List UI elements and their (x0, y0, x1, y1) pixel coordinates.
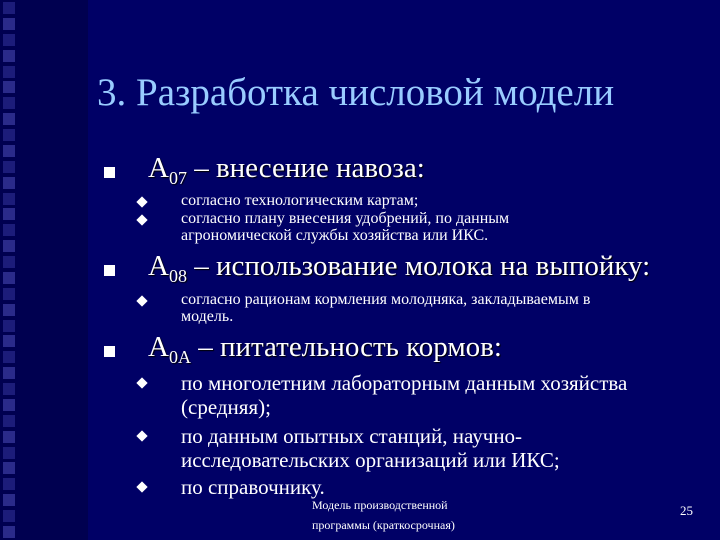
decorative-square (3, 431, 15, 443)
decorative-square (3, 462, 15, 474)
decorative-square (3, 399, 15, 411)
item-symbol: A (148, 250, 169, 282)
decorative-square (3, 304, 15, 316)
subitem-line: по многолетним лабораторным данным хозяйства (181, 371, 628, 395)
diamond-bullet-icon (136, 481, 147, 492)
square-bullet-icon (104, 346, 115, 357)
slide-title: 3. Разработка числовой модели (97, 71, 615, 114)
subitem-line: по данным опытных станций, научно- (181, 424, 523, 448)
subitem-a07-1: согласно технологическим картам; (181, 192, 419, 209)
subitem-line: (средняя); (181, 395, 271, 419)
subitem-a08-1 (181, 291, 590, 325)
diamond-bullet-icon (136, 377, 147, 388)
diamond-bullet-icon (136, 214, 147, 225)
diamond-bullet-icon (136, 430, 147, 441)
decorative-square (3, 224, 15, 236)
decorative-square (3, 240, 15, 252)
decorative-square-column (3, 2, 19, 538)
item-text: – внесение навоза: (186, 152, 425, 184)
decorative-square (3, 367, 15, 379)
decorative-square (3, 2, 15, 14)
subitem-line: согласно рационам кормления молодняка, закладываемым в (181, 291, 591, 308)
diamond-bullet-icon (136, 295, 147, 306)
decorative-square (3, 494, 15, 506)
subitem-line: согласно плану внесения удобрений, по данным (181, 210, 510, 227)
decorative-square (3, 113, 15, 125)
item-text: – использование молока на выпойку: (186, 250, 651, 282)
square-bullet-icon (104, 265, 115, 276)
decorative-square (3, 272, 15, 284)
decorative-square (3, 161, 15, 173)
decorative-square (3, 288, 15, 300)
item-subscript: 08 (168, 265, 187, 286)
footer-caption (312, 495, 487, 535)
subitem-line: модель. (181, 308, 234, 325)
decorative-square (3, 526, 15, 538)
decorative-square (3, 256, 15, 268)
decorative-square (3, 383, 15, 395)
decorative-square (3, 66, 15, 78)
decorative-square (3, 34, 15, 46)
decorative-square (3, 510, 15, 522)
decorative-square (3, 320, 15, 332)
item-subscript: 07 (168, 167, 187, 188)
decorative-square (3, 208, 15, 220)
heading-a08 (148, 250, 650, 287)
decorative-square (3, 415, 15, 427)
decorative-square (3, 447, 15, 459)
subitem-line: исследовательских организаций или ИКС; (181, 448, 560, 472)
subitem-line: агрономической службы хозяйства или ИКС. (181, 227, 489, 244)
decorative-square (3, 97, 15, 109)
decorative-square (3, 177, 15, 189)
item-text: – питательность кормов: (190, 331, 502, 363)
decorative-square (3, 129, 15, 141)
decorative-square (3, 351, 15, 363)
subitem-a0a-3: по справочнику. (181, 475, 325, 499)
page-number: 25 (680, 503, 693, 518)
decorative-square (3, 335, 15, 347)
diamond-bullet-icon (136, 196, 147, 207)
square-bullet-icon (104, 167, 115, 178)
heading-a07 (148, 152, 425, 189)
decorative-square (3, 81, 15, 93)
heading-a0a (148, 331, 502, 368)
subitem-a07-2 (181, 210, 509, 244)
decorative-left-bar (0, 0, 88, 540)
decorative-square (3, 18, 15, 30)
decorative-square (3, 478, 15, 490)
decorative-square (3, 145, 15, 157)
decorative-square (3, 50, 15, 62)
footer-line: Модель производственной (312, 498, 448, 512)
item-symbol: A (148, 152, 169, 184)
decorative-square (3, 193, 15, 205)
item-subscript: 0A (168, 346, 191, 367)
subitem-a0a-1 (181, 371, 627, 419)
subitem-a0a-2 (181, 424, 560, 472)
item-symbol: A (148, 331, 169, 363)
footer-line: программы (краткосрочная) (312, 518, 455, 532)
